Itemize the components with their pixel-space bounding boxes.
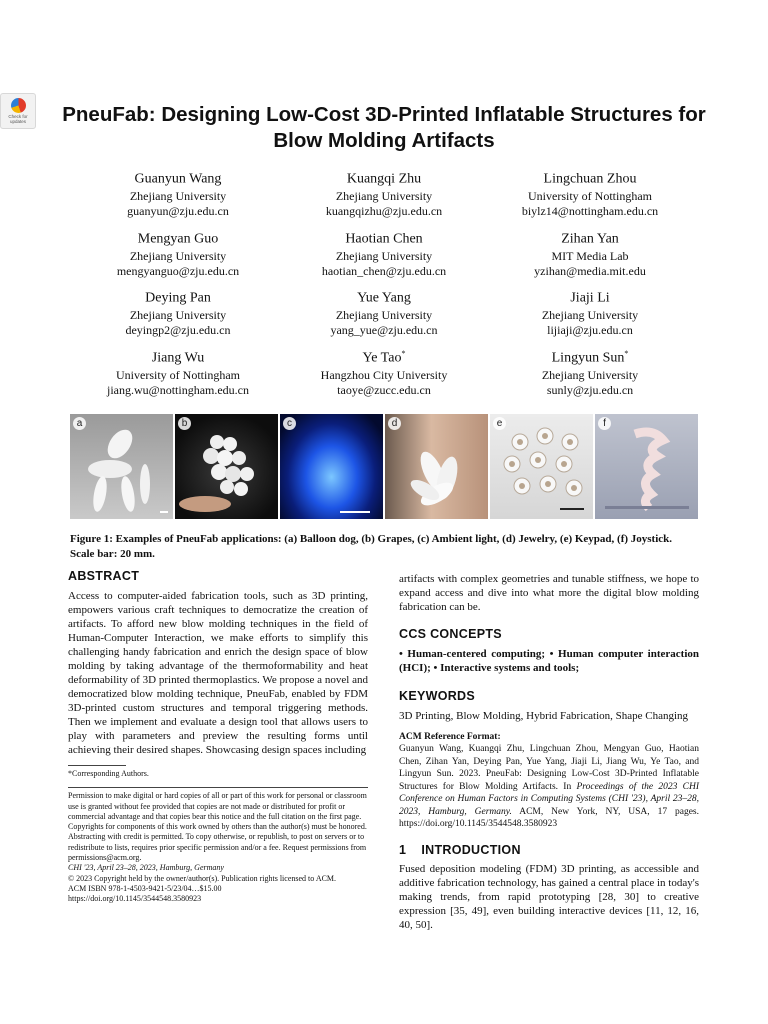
teaser-figure: [70, 414, 698, 519]
right-column: [399, 572, 699, 932]
permission-notice: Permission to make digital or hard copies of all or part of this work for personal or classroom use is granted without fee provided that copies are not made or distributed for profit or commercial advantage and that copies bear this notice and the full citation on the first page. Copyrights for components of this work owned by others than the author(s) must be honored. Abstracting with credit is permitted. To copy otherwise, or republish, to post on servers or to redistribute to lists, requires prior specific permission and/or a fee. Request permissions from permissions@acm.org.: [68, 791, 367, 863]
corresponding-note: *Corresponding Authors.: [68, 769, 149, 778]
abstract-text: Access to computer-aided fabrication tools, such as 3D printing, empowers various craft techniques to democratize the creation of artifacts. To afford new blow molding techniques in the field of Human-Computer Interaction, we make efforts to simplify this challenging handy fabrication and enrich the design space of blow molding by taking advantage of the thermoformability and heat deformability of 3D printed thermoplastics. We propose a novel and democratized blow molding technique, PneuFab, enabled by FDM 3D-printed custom structures and temporal triggering methods. Then we implement and evaluate a design tool that allows users to play with parameters and preview the resulting forms until achieving their desired shapes. Showcasing design spaces including: [68, 590, 368, 756]
author-affiliation: Zhejiang University: [335, 188, 433, 203]
author-name: Deying Pan: [145, 290, 211, 306]
figure-panel-grapes: [175, 414, 278, 519]
author-card: [470, 166, 710, 220]
figure-panel-jewelry: [385, 414, 488, 519]
author-mark: *: [401, 349, 406, 358]
author-card: [264, 345, 504, 399]
introduction-text: Fused deposition modeling (FDM) 3D printing, as accessible and additive fabrication technology, has gained a central place in today's making trends, from rapid prototyping [28, 30] to creative expression [35, 49], even building interactive devices [11, 12, 16, 40, 50].: [399, 862, 699, 931]
author-card: [470, 345, 710, 399]
crossmark-icon: [11, 98, 26, 113]
panel-label: b: [178, 417, 191, 430]
author-affiliation: Zhejiang University: [541, 367, 639, 382]
author-affiliation: Zhejiang University: [541, 307, 639, 322]
author-name: Haotian Chen: [345, 231, 423, 247]
panel-label: f: [598, 417, 611, 430]
scale-bar: [340, 511, 370, 513]
author-email[interactable]: haotian_chen@zju.edu.cn: [321, 264, 447, 279]
copyright-line: © 2023 Copyright held by the owner/author(s). Publication rights licensed to ACM.: [68, 873, 337, 883]
author-card: [470, 285, 710, 339]
abstract-heading: ABSTRACT: [68, 569, 140, 583]
footnote-rule: [68, 765, 126, 766]
author-name: Ye Tao: [362, 350, 402, 366]
keywords-heading: KEYWORDS: [399, 689, 476, 703]
doi-link[interactable]: https://doi.org/10.1145/3544548.3580923: [68, 894, 202, 904]
panel-label: e: [493, 417, 506, 430]
author-email[interactable]: mengyanguo@zju.edu.cn: [116, 264, 240, 279]
reference-tail: ACM, New York, NY, USA, 17 pages.: [519, 806, 699, 817]
author-name: Zihan Yan: [561, 231, 619, 247]
author-mark: *: [624, 349, 629, 358]
venue-line: CHI '23, April 23–28, 2023, Hamburg, Germany: [68, 863, 224, 873]
paper-title: PneuFab: Designing Low-Cost 3D-Printed Inflatable Structures for Blow Molding Artifacts: [62, 103, 706, 152]
author-name: Lingyun Sun: [551, 350, 625, 366]
isbn-line: ACM ISBN 978-1-4503-9421-5/23/04…$15.00: [68, 883, 222, 893]
author-card: [264, 166, 504, 220]
author-card: [58, 285, 298, 339]
reference-format: [399, 743, 699, 831]
author-name: Kuangqi Zhu: [346, 171, 422, 187]
reference-proceedings: Proceedings of the 2023 CHI Conference on Human Factors in Computing Systems (CHI '23), April 23–28, 2023, Hamburg, Germany.: [399, 781, 699, 817]
figure-caption: Figure 1: Examples of PneuFab applications: (a) Balloon dog, (b) Grapes, (c) Ambient light, (d) Jewelry, (e) Keypad, (f) Joystick. Scale bar: 20 mm.: [70, 533, 673, 560]
author-affiliation: Zhejiang University: [335, 248, 433, 263]
author-card: [264, 226, 504, 280]
author-card: [58, 166, 298, 220]
author-email[interactable]: guanyun@zju.edu.cn: [127, 204, 229, 219]
grapes-image: [175, 414, 278, 519]
author-affiliation: University of Nottingham: [528, 188, 652, 203]
author-card: [470, 226, 710, 280]
author-email[interactable]: biylz14@nottingham.edu.cn: [521, 204, 659, 219]
panel-label: a: [73, 417, 86, 430]
abstract-continued: artifacts with complex geometries and tunable stiffness, we hope to expand access and dive into what more the digital blow molding fabrication can be.: [399, 573, 699, 613]
author-email[interactable]: deyingp2@zju.edu.cn: [125, 323, 231, 338]
author-email[interactable]: lijiaji@zju.edu.cn: [547, 323, 633, 338]
joystick-image: [595, 414, 698, 519]
author-name: Mengyan Guo: [137, 231, 219, 247]
reference-doi[interactable]: https://doi.org/10.1145/3544548.3580923: [399, 819, 558, 829]
author-affiliation: Hangzhou City University: [320, 367, 448, 382]
panel-label: c: [283, 417, 296, 430]
author-name: Guanyun Wang: [134, 171, 222, 187]
introduction-heading: 1 INTRODUCTION: [399, 842, 521, 857]
author-affiliation: Zhejiang University: [335, 307, 433, 322]
author-card: [264, 285, 504, 339]
check-for-updates-badge[interactable]: [0, 93, 36, 129]
author-email[interactable]: sunly@zju.edu.cn: [546, 383, 634, 398]
author-name: Jiaji Li: [570, 290, 610, 306]
scale-bar: [160, 511, 168, 513]
author-name: Jiang Wu: [151, 350, 205, 366]
author-email[interactable]: taoye@zucc.edu.cn: [337, 383, 431, 398]
ccs-heading: CCS CONCEPTS: [399, 627, 502, 641]
figure-panel-ambient-light: [280, 414, 383, 519]
author-name: Yue Yang: [357, 290, 411, 306]
author-email[interactable]: yzihan@media.mit.edu: [534, 264, 646, 279]
figure-panel-joystick: [595, 414, 698, 519]
reference-label: ACM Reference Format:: [399, 732, 501, 742]
figure-panel-keypad: [490, 414, 593, 519]
permission-rule: [68, 787, 368, 788]
author-email[interactable]: kuangqizhu@zju.edu.cn: [325, 204, 443, 219]
author-affiliation: Zhejiang University: [129, 188, 227, 203]
author-email[interactable]: jiang.wu@nottingham.edu.cn: [106, 383, 250, 398]
panel-label: d: [388, 417, 401, 430]
author-affiliation: MIT Media Lab: [551, 248, 629, 263]
keypad-image: [490, 414, 593, 519]
badge-label: Check for updates: [8, 114, 28, 124]
balloon-dog-image: [70, 414, 173, 519]
author-affiliation: University of Nottingham: [116, 367, 240, 382]
figure-panel-balloon-dog: [70, 414, 173, 519]
author-email[interactable]: yang_yue@zju.edu.cn: [330, 323, 438, 338]
ccs-text: • Human-centered computing; • Human computer interaction (HCI); • Interactive systems and tools;: [399, 648, 699, 674]
left-column: [68, 569, 368, 905]
author-card: [58, 345, 298, 399]
author-affiliation: Zhejiang University: [129, 307, 227, 322]
keywords-text: 3D Printing, Blow Molding, Hybrid Fabrication, Shape Changing: [399, 710, 689, 722]
author-name: Lingchuan Zhou: [543, 171, 637, 187]
author-card: [58, 226, 298, 280]
jewelry-image: [385, 414, 488, 519]
author-affiliation: Zhejiang University: [129, 248, 227, 263]
reference-authors: Guanyun Wang, Kuangqi Zhu, Lingchuan Zhou, Mengyan Guo, Haotian Chen, Zihan Yan, Deying Pan, Yue Yang, Jiaji Li, Jiang Wu, Ye Tao, and Lingyun Sun. 2023. PneuFab: Designing Low-Cost 3D-Printed Inflatable Structures for Blow Molding Artifacts. In: [399, 744, 699, 792]
